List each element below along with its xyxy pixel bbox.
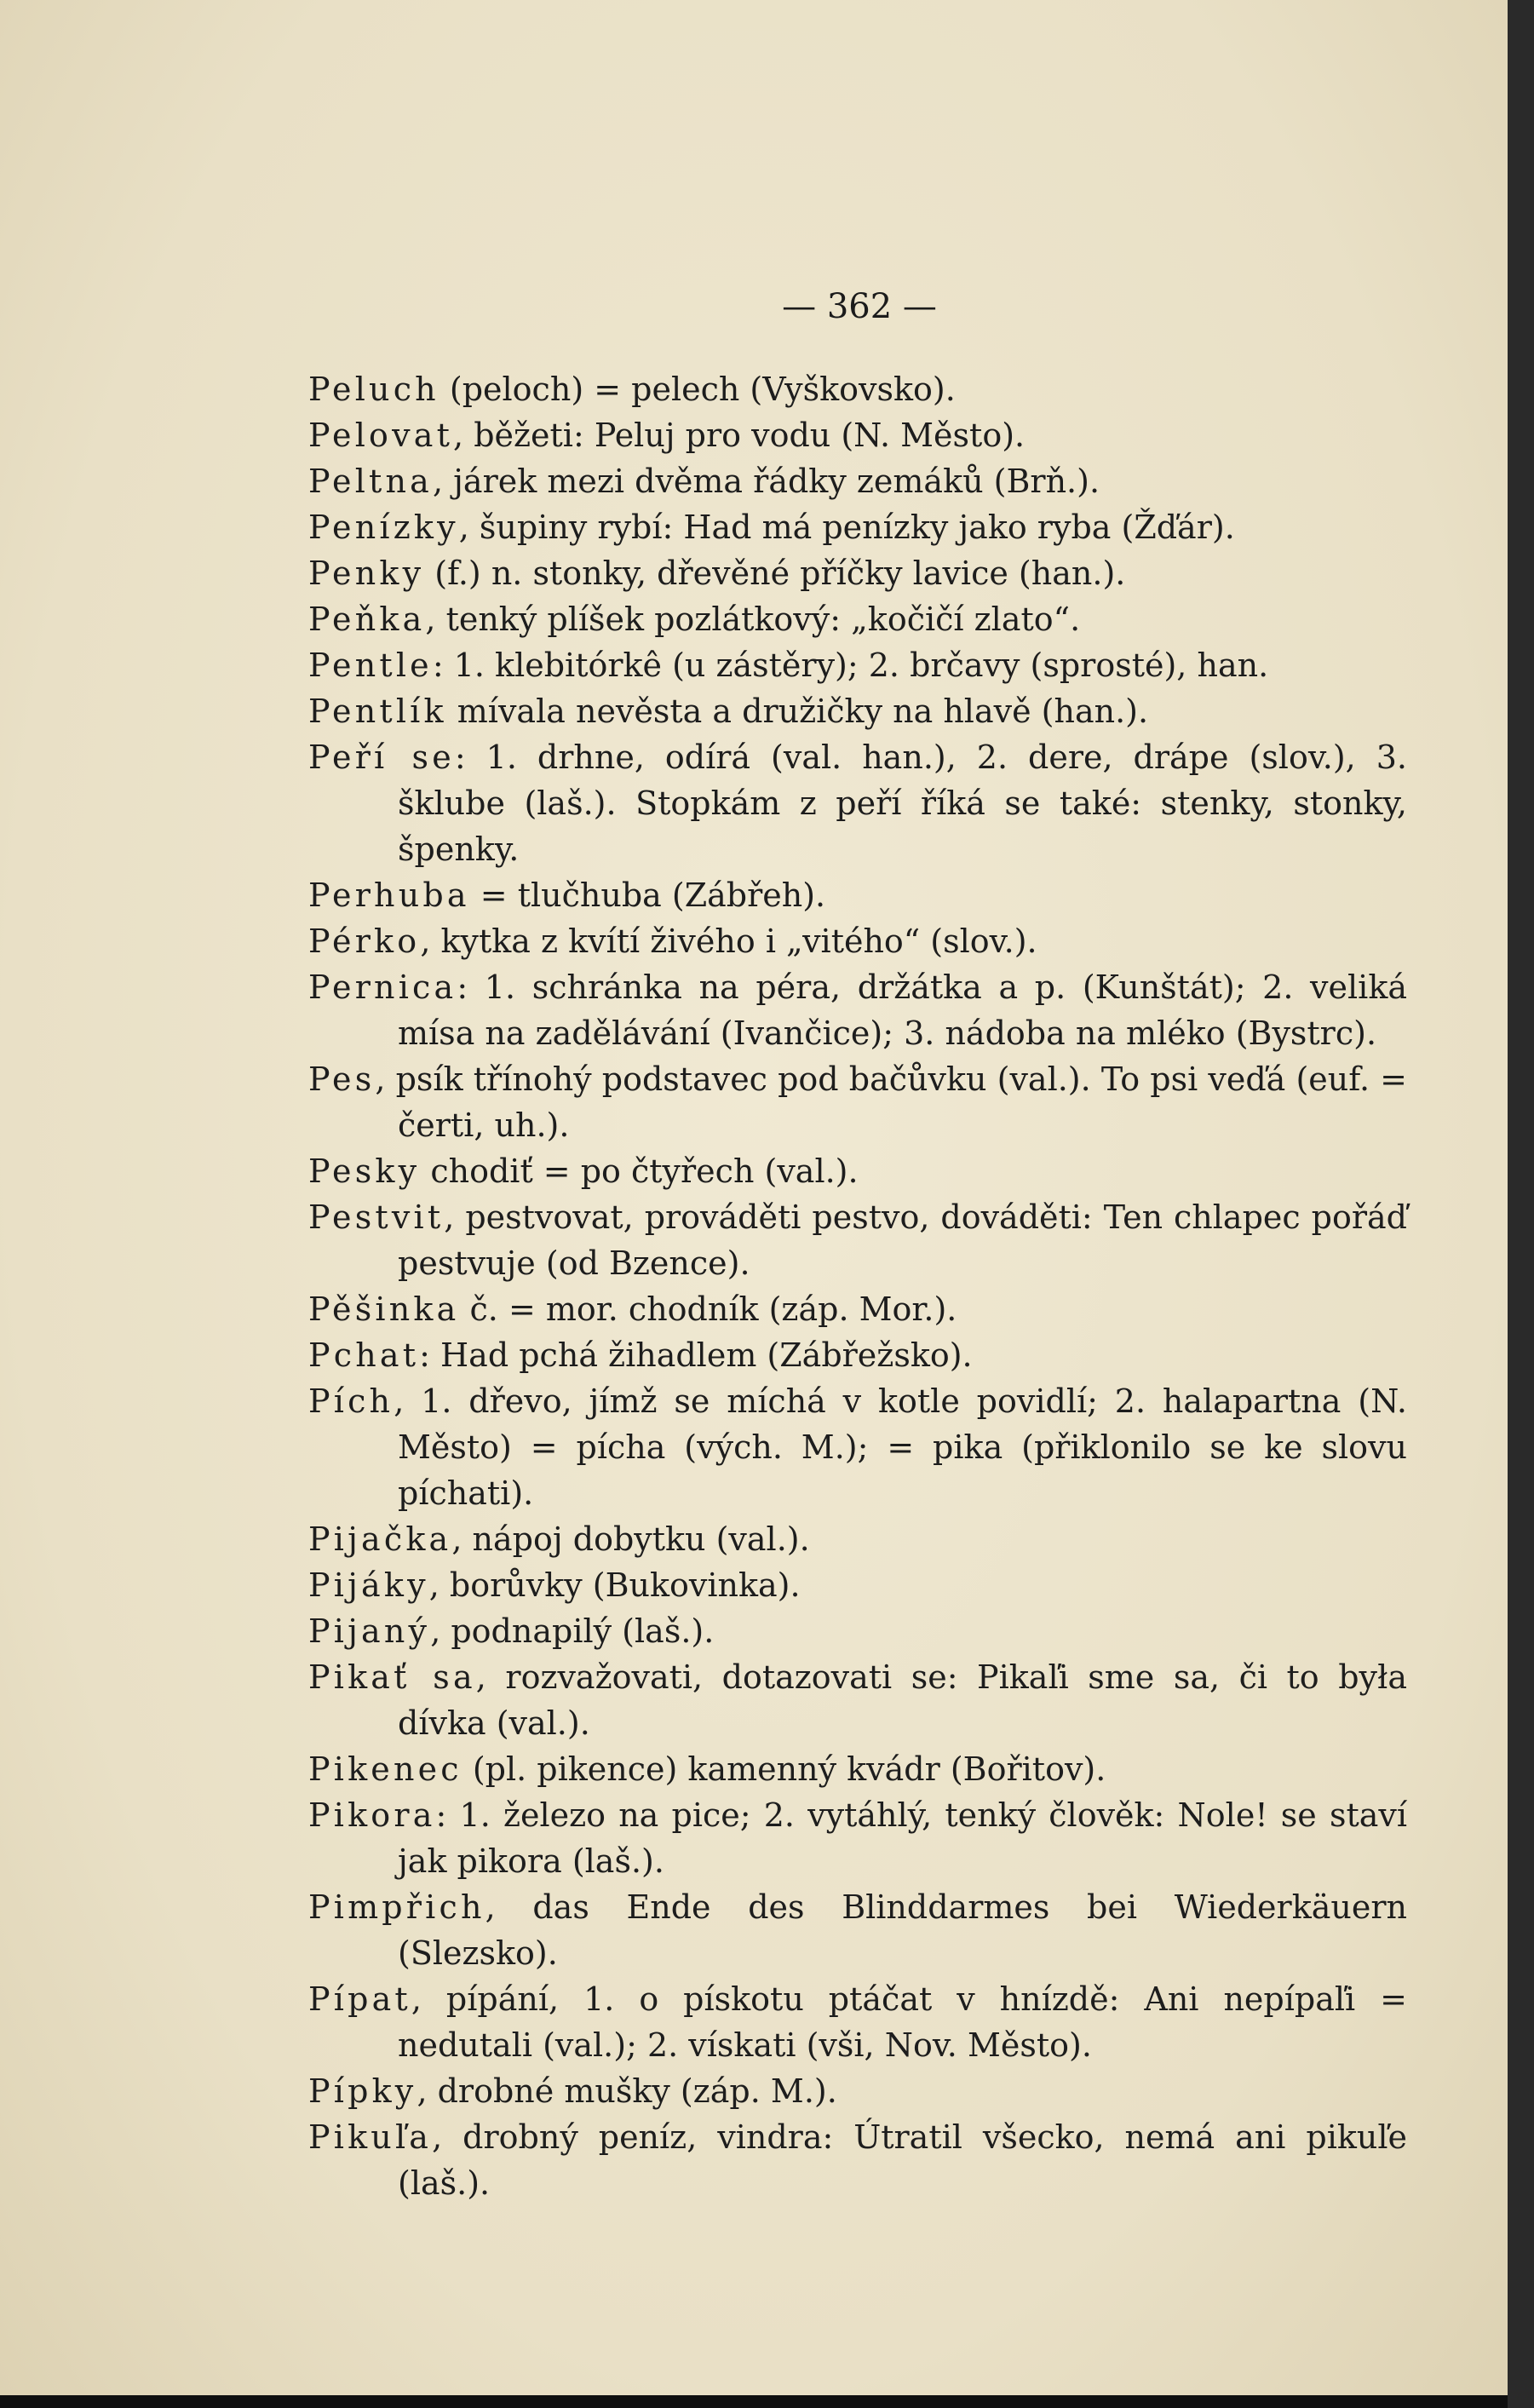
dictionary-entry [308,2114,1407,2206]
entry-text: : Had pchá žihadlem (Zábřežsko). [419,1336,973,1374]
dictionary-entry [308,688,1407,734]
entry-text: , pestvovat, prováděti pestvo, dováděti: Ten chlapec pořáď pestvuje (od Bzence). [398,1198,1407,1282]
entry-headword: Pěšinka [308,1290,460,1328]
dictionary-entry [308,1286,1407,1332]
entry-text: , das Ende des Blinddarmes bei Wiederkäuern (Slezsko). [398,1888,1407,1972]
entry-text: : 1. schránka na péra, držátka a p. (Kunštát); 2. veliká mísa na zadělávání (Ivančice); 3. nádoba na mléko (Bystrc). [398,968,1407,1052]
dictionary-entry [308,1562,1407,1608]
entry-text: = tlučhuba (Zábřeh). [469,876,826,914]
dictionary-entry [308,366,1407,412]
dictionary-entry [308,964,1407,1056]
entry-headword: Pijaný [308,1612,431,1650]
dictionary-entry [308,504,1407,550]
entry-headword: Pestvit [308,1198,445,1236]
entry-text: , tenký plíšek pozlátkový: „kočičí zlato“. [425,601,1081,638]
entry-headword: Pípat [308,1980,411,2018]
entry-headword: Pikora [308,1796,436,1834]
entry-headword: Pikenec [308,1750,462,1788]
entry-text: mívala nevěsta a družičky na hlavě (han.). [446,693,1149,730]
dictionary-entry [308,1516,1407,1562]
entry-headword: Peluch [308,371,440,408]
entry-headword: Pikuľa [308,2118,433,2156]
entry-text: , drobný peníz, vindra: Útratil všecko, nemá ani pikuľe (laš.). [398,2118,1407,2202]
entry-text: , kytka z kvítí živého i „vitého“ (slov.). [420,922,1037,960]
entry-text: , rozvažovati, dotazovati se: Pikaľi sme sa, či to była dívka (val.). [398,1658,1407,1742]
dictionary-entry [308,596,1407,642]
entry-headword: Pérko [308,922,421,960]
entry-headword: Pích [308,1382,394,1420]
entry-headword: Pelovat [308,417,454,454]
dictionary-entry [308,1884,1407,1976]
dictionary-entry [308,1746,1407,1792]
entry-headword: Perhuba [308,876,470,914]
entry-headword: Pijáky [308,1566,429,1604]
entry-headword: Pchat [308,1336,420,1374]
entry-text: , psík třínohý podstavec pod bačůvku (val.). To psi veďá (euf. = čerti, uh.). [375,1060,1407,1144]
entry-text: : 1. železo na pice; 2. vytáhlý, tenký člověk: Nole! se staví jak pikora (laš.). [398,1796,1407,1880]
entry-headword: Peltna [308,463,433,500]
dictionary-entry [308,918,1407,964]
entry-headword: Pípky [308,2072,417,2110]
entry-headword: Pes [308,1060,376,1098]
dictionary-entry [308,458,1407,504]
entry-text: (pl. pikence) kamenný kvádr (Bořitov). [462,1750,1106,1788]
entry-text: chodiť = po čtyřech (val.). [420,1152,859,1190]
dictionary-entry [308,1056,1407,1148]
page-edge-shadow [1508,0,1534,2408]
page-number: — 362 — [782,287,937,326]
entry-headword: Pernica [308,968,457,1006]
entry-headword: Pentlík [308,693,447,730]
entry-text: , borůvky (Bukovinka). [428,1566,801,1604]
entry-text: , nápoj dobytku (val.). [451,1520,810,1558]
dictionary-entry [308,550,1407,596]
dictionary-entry [308,872,1407,918]
entry-text: , járek mezi dvěma řádky zemáků (Brň.). [432,463,1100,500]
entry-text: , pípání, 1. o pískotu ptáčat v hnízdě: Ani nepípaľi = nedutali (val.); 2. vískati (vši, Nov. Město). [398,1980,1407,2064]
entry-text: : 1. klebitórkê (u zástěry); 2. brčavy (sprosté), han. [432,647,1269,684]
dictionary-entry [308,734,1407,872]
entry-headword: Pimpřich [308,1888,485,1926]
entry-text: , šupiny rybí: Had má penízky jako ryba (Žďár). [458,509,1235,546]
dictionary-entry [308,642,1407,688]
dictionary-entry [308,1194,1407,1286]
entry-headword: Penky [308,555,425,592]
dictionary-entry [308,2068,1407,2114]
dictionary-entry [308,1976,1407,2068]
entry-headword: Pentle [308,647,433,684]
dictionary-entry [308,1332,1407,1378]
entry-headword: Pijačka [308,1520,452,1558]
entry-headword: Peří se [308,738,455,776]
dictionary-entry [308,412,1407,458]
dictionary-entry [308,1148,1407,1194]
entry-text: , podnapilý (laš.). [430,1612,715,1650]
entry-text: (peloch) = pelech (Vyškovsko). [439,371,956,408]
dictionary-entry [308,1378,1407,1516]
entry-text: , běžeti: Peluj pro vodu (N. Město). [453,417,1026,454]
dictionary-entry [308,1792,1407,1884]
entry-headword: Penízky [308,509,459,546]
entry-text: , 1. dřevo, jímž se míchá v kotle povidlí; 2. halapartna (N. Město) = pícha (vých. M.); = pika (přiklonilo se ke slovu píchati). [394,1382,1407,1512]
dictionary-entry [308,1654,1407,1746]
entry-text: : 1. drhne, odírá (val. han.), 2. dere, drápe (slov.), 3. šklube (laš.). Stopkám z peří říká se také: stenky, stonky, špenky. [398,738,1407,868]
dictionary-entries [308,366,1407,2206]
entry-headword: Pesky [308,1152,421,1190]
entry-text: (f.) n. stonky, dřevěné příčky lavice (han.). [424,555,1126,592]
entry-text: č. = mor. chodník (záp. Mor.). [459,1290,957,1328]
entry-headword: Peňka [308,601,426,638]
dictionary-entry [308,1608,1407,1654]
entry-text: , drobné mušky (záp. M.). [417,2072,837,2110]
entry-headword: Pikať sa [308,1658,476,1696]
